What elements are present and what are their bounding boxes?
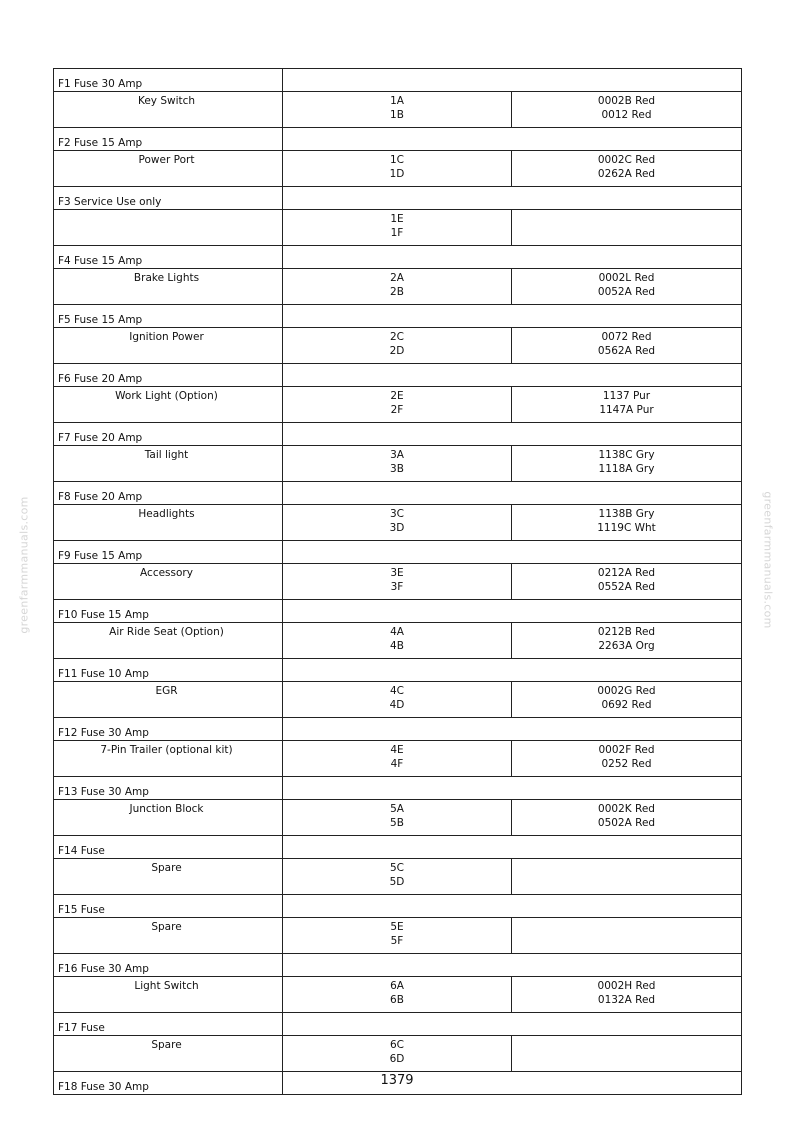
fuse-label: F17 Fuse xyxy=(54,1013,283,1036)
wire-id xyxy=(512,920,741,934)
connector-pin: 1D xyxy=(389,168,405,180)
fuse-detail-row xyxy=(54,623,742,659)
wire-id: 2263A Org xyxy=(598,640,655,652)
circuit-name: Spare xyxy=(151,921,182,933)
wire-id: 0012 Red xyxy=(601,109,652,121)
connector-pin: 3E xyxy=(390,567,404,579)
connector-pin: 3A xyxy=(390,449,404,461)
connector-cell xyxy=(283,741,512,777)
circuit-name: Tail light xyxy=(144,449,189,461)
wire-id: 1138B Gry xyxy=(598,508,655,520)
fuse-header-row xyxy=(54,777,742,800)
fuse-table-body xyxy=(54,69,742,1095)
wire-id: 0562A Red xyxy=(597,345,656,357)
fuse-label: F3 Service Use only xyxy=(54,187,283,210)
wire-id: 0002B Red xyxy=(597,95,656,107)
circuit-name: Work Light (Option) xyxy=(115,390,218,402)
circuit-cell xyxy=(54,623,283,659)
fuse-header-blank xyxy=(283,187,742,210)
fuse-header-blank xyxy=(283,246,742,269)
connector-pin: 5B xyxy=(390,817,404,829)
fuse-label: F6 Fuse 20 Amp xyxy=(54,364,283,387)
circuit-name: Brake Lights xyxy=(133,272,200,284)
fuse-label: F15 Fuse xyxy=(54,895,283,918)
wire-id: 0052A Red xyxy=(597,286,656,298)
fuse-header-row xyxy=(54,1013,742,1036)
wire-id: 0002K Red xyxy=(598,803,655,815)
wire-cell xyxy=(512,446,742,482)
connector-pin: 2A xyxy=(390,272,404,284)
wire-id: 0002C Red xyxy=(597,154,656,166)
fuse-detail-row xyxy=(54,859,742,895)
fuse-header-row xyxy=(54,364,742,387)
fuse-detail-row xyxy=(54,741,742,777)
fuse-header-blank xyxy=(283,718,742,741)
circuit-cell xyxy=(54,1036,283,1072)
fuse-header-blank xyxy=(283,128,742,151)
fuse-detail-row xyxy=(54,210,742,246)
circuit-name: Ignition Power xyxy=(129,331,204,343)
wire-id: 0002G Red xyxy=(597,685,656,697)
fuse-label: F4 Fuse 15 Amp xyxy=(54,246,283,269)
connector-pin: 2C xyxy=(389,331,404,343)
connector-pin: 6B xyxy=(390,994,404,1006)
fuse-header-blank xyxy=(283,1013,742,1036)
connector-pin: 6D xyxy=(389,1053,405,1065)
connector-cell xyxy=(283,623,512,659)
fuse-header-row xyxy=(54,718,742,741)
wire-id: 0262A Red xyxy=(597,168,656,180)
connector-cell xyxy=(283,1036,512,1072)
fuse-header-row xyxy=(54,836,742,859)
connector-pin: 3C xyxy=(389,508,404,520)
connector-pin: 5F xyxy=(390,935,404,947)
connector-pin: 5A xyxy=(390,803,404,815)
wire-cell xyxy=(512,918,742,954)
fuse-label: F7 Fuse 20 Amp xyxy=(54,423,283,446)
circuit-cell xyxy=(54,564,283,600)
connector-cell xyxy=(283,505,512,541)
wire-cell xyxy=(512,1036,742,1072)
connector-pin: 1B xyxy=(390,109,404,121)
wire-id xyxy=(512,875,741,889)
connector-pin: 6C xyxy=(389,1039,404,1051)
wire-id: 0692 Red xyxy=(601,699,652,711)
fuse-label: F9 Fuse 15 Amp xyxy=(54,541,283,564)
wire-id xyxy=(512,861,741,875)
wire-cell xyxy=(512,564,742,600)
wire-cell xyxy=(512,977,742,1013)
circuit-cell xyxy=(54,269,283,305)
circuit-cell xyxy=(54,918,283,954)
fuse-detail-row xyxy=(54,918,742,954)
wire-id xyxy=(512,1052,741,1066)
circuit-name: Spare xyxy=(151,862,182,874)
fuse-detail-row xyxy=(54,800,742,836)
fuse-detail-row xyxy=(54,151,742,187)
wire-id: 1137 Pur xyxy=(602,390,651,402)
circuit-cell xyxy=(54,387,283,423)
wire-cell xyxy=(512,210,742,246)
wire-id: 1119C Wht xyxy=(597,522,656,534)
wire-id: 0212B Red xyxy=(597,626,656,638)
fuse-header-blank xyxy=(283,423,742,446)
fuse-header-blank xyxy=(283,777,742,800)
fuse-header-blank xyxy=(283,600,742,623)
connector-pin: 4B xyxy=(390,640,404,652)
fuse-header-row xyxy=(54,187,742,210)
fuse-table xyxy=(53,68,742,1095)
circuit-cell xyxy=(54,977,283,1013)
page-number: 1379 xyxy=(380,1073,414,1088)
connector-pin: 3B xyxy=(390,463,404,475)
fuse-header-blank xyxy=(283,482,742,505)
connector-cell xyxy=(283,800,512,836)
fuse-header-row xyxy=(54,305,742,328)
connector-pin: 2E xyxy=(390,390,404,402)
fuse-header-blank xyxy=(283,364,742,387)
connector-pin: 4C xyxy=(389,685,404,697)
fuse-detail-row xyxy=(54,387,742,423)
wire-id: 0072 Red xyxy=(601,331,652,343)
connector-pin: 5E xyxy=(390,921,404,933)
circuit-cell xyxy=(54,505,283,541)
wire-id: 0552A Red xyxy=(597,581,656,593)
fuse-label: F13 Fuse 30 Amp xyxy=(54,777,283,800)
circuit-name: Key Switch xyxy=(137,95,196,107)
connector-pin: 1C xyxy=(389,154,404,166)
circuit-cell xyxy=(54,446,283,482)
wire-id: 0132A Red xyxy=(597,994,656,1006)
circuit-cell xyxy=(54,210,283,246)
fuse-detail-row xyxy=(54,564,742,600)
circuit-name: Spare xyxy=(151,1039,182,1051)
circuit-name: EGR xyxy=(155,685,178,697)
fuse-header-blank xyxy=(283,836,742,859)
circuit-name: 7-Pin Trailer (optional kit) xyxy=(100,744,233,756)
wire-id: 0002F Red xyxy=(598,744,655,756)
connector-pin: 4A xyxy=(390,626,404,638)
connector-pin: 3D xyxy=(389,522,405,534)
connector-cell xyxy=(283,269,512,305)
wire-cell xyxy=(512,800,742,836)
wire-id: 0252 Red xyxy=(601,758,652,770)
wire-cell xyxy=(512,387,742,423)
wire-cell xyxy=(512,741,742,777)
connector-cell xyxy=(283,387,512,423)
watermark-right: greenfarmmanuals.com xyxy=(761,491,775,629)
fuse-header-row xyxy=(54,423,742,446)
fuse-detail-row xyxy=(54,1036,742,1072)
connector-pin: 4F xyxy=(390,758,404,770)
circuit-name: Headlights xyxy=(138,508,195,520)
fuse-header-row xyxy=(54,69,742,92)
fuse-header-blank xyxy=(283,541,742,564)
fuse-header-blank xyxy=(283,305,742,328)
circuit-cell xyxy=(54,682,283,718)
circuit-cell xyxy=(54,859,283,895)
connector-pin: 4D xyxy=(389,699,405,711)
connector-pin: 6A xyxy=(390,980,404,992)
fuse-header-row xyxy=(54,659,742,682)
connector-pin: 3F xyxy=(390,581,404,593)
connector-pin: 1A xyxy=(390,95,404,107)
connector-cell xyxy=(283,151,512,187)
fuse-label: F14 Fuse xyxy=(54,836,283,859)
fuse-detail-row xyxy=(54,977,742,1013)
connector-cell xyxy=(283,328,512,364)
wire-id xyxy=(512,226,741,240)
circuit-name: Power Port xyxy=(138,154,195,166)
circuit-name: Air Ride Seat (Option) xyxy=(109,626,224,638)
fuse-detail-row xyxy=(54,269,742,305)
wire-id: 0212A Red xyxy=(597,567,656,579)
fuse-header-blank xyxy=(283,895,742,918)
wire-cell xyxy=(512,682,742,718)
wire-cell xyxy=(512,328,742,364)
circuit-name: Light Switch xyxy=(134,980,199,992)
fuse-label: F11 Fuse 10 Amp xyxy=(54,659,283,682)
circuit-cell xyxy=(54,741,283,777)
wire-id xyxy=(512,1038,741,1052)
connector-cell xyxy=(283,92,512,128)
fuse-detail-row xyxy=(54,328,742,364)
connector-cell xyxy=(283,859,512,895)
fuse-header-row xyxy=(54,895,742,918)
fuse-detail-row xyxy=(54,92,742,128)
fuse-label: F5 Fuse 15 Amp xyxy=(54,305,283,328)
fuse-detail-row xyxy=(54,505,742,541)
connector-pin: 4E xyxy=(390,744,404,756)
connector-cell xyxy=(283,564,512,600)
connector-pin: 1F xyxy=(390,227,404,239)
fuse-header-row xyxy=(54,246,742,269)
connector-cell xyxy=(283,446,512,482)
fuse-label: F18 Fuse 30 Amp xyxy=(54,1072,283,1095)
fuse-header-row xyxy=(54,541,742,564)
circuit-name xyxy=(51,212,282,226)
fuse-detail-row xyxy=(54,446,742,482)
wire-cell xyxy=(512,623,742,659)
fuse-header-row xyxy=(54,600,742,623)
fuse-label: F12 Fuse 30 Amp xyxy=(54,718,283,741)
fuse-header-blank xyxy=(283,659,742,682)
wire-id: 0502A Red xyxy=(597,817,656,829)
connector-cell xyxy=(283,918,512,954)
circuit-cell xyxy=(54,800,283,836)
connector-pin: 2F xyxy=(390,404,404,416)
circuit-cell xyxy=(54,151,283,187)
fuse-label: F8 Fuse 20 Amp xyxy=(54,482,283,505)
fuse-label: F1 Fuse 30 Amp xyxy=(54,69,283,92)
connector-pin: 5D xyxy=(389,876,405,888)
circuit-name: Accessory xyxy=(140,567,193,579)
wire-cell xyxy=(512,505,742,541)
wire-cell xyxy=(512,92,742,128)
wire-id: 0002H Red xyxy=(597,980,656,992)
connector-pin: 1E xyxy=(390,213,404,225)
fuse-header-row xyxy=(54,954,742,977)
wire-id: 1138C Gry xyxy=(598,449,655,461)
connector-pin: 2D xyxy=(389,345,405,357)
fuse-label: F16 Fuse 30 Amp xyxy=(54,954,283,977)
wire-cell xyxy=(512,151,742,187)
fuse-label: F10 Fuse 15 Amp xyxy=(54,600,283,623)
wire-id: 1118A Gry xyxy=(598,463,655,475)
connector-cell xyxy=(283,210,512,246)
connector-pin: 5C xyxy=(389,862,404,874)
connector-cell xyxy=(283,682,512,718)
circuit-name: Junction Block xyxy=(129,803,204,815)
wire-id: 0002L Red xyxy=(598,272,655,284)
fuse-header-row xyxy=(54,482,742,505)
wire-cell xyxy=(512,269,742,305)
fuse-label: F2 Fuse 15 Amp xyxy=(54,128,283,151)
circuit-cell xyxy=(54,328,283,364)
watermark-left: greenfarmmanuals.com xyxy=(17,496,31,634)
fuse-header-row xyxy=(54,128,742,151)
connector-cell xyxy=(283,977,512,1013)
fuse-header-blank xyxy=(283,69,742,92)
wire-id xyxy=(512,934,741,948)
wire-id xyxy=(512,212,741,226)
fuse-detail-row xyxy=(54,682,742,718)
circuit-cell xyxy=(54,92,283,128)
connector-pin: 2B xyxy=(390,286,404,298)
wire-cell xyxy=(512,859,742,895)
wire-id: 1147A Pur xyxy=(599,404,654,416)
fuse-header-blank xyxy=(283,954,742,977)
